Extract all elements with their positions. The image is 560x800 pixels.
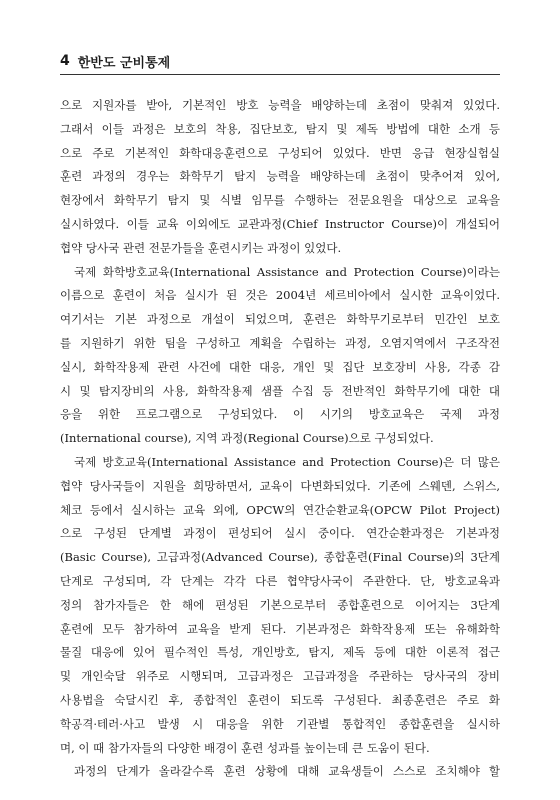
text-line: 실시, 화학작용제 관련 사건에 대한 대응, 개인 및 집단 보호장비 사용, 각종 감 (60, 359, 500, 374)
text-line: 며, 이 때 참가자들의 다양한 배경이 훈련 성과를 높이는데 큰 도움이 된다. (60, 740, 430, 755)
text-line: (International course), 지역 과정(Regional Course)으로 구성되었다. (60, 431, 434, 446)
text-line: 훈련 과정의 경우는 화학무기 탐지 능력을 배양하는데 초점이 맞추어져 있어, (60, 169, 500, 184)
text-line: 국제 방호교육(International Assistance and Protection Course)은 더 많은 (74, 454, 500, 469)
text-line: 시 및 탐지장비의 사용, 화학작용제 샘플 수집 등 전반적인 화학무기에 대한 대 (60, 383, 500, 398)
text-line: 물질 대응에 있어 필수적인 특성, 개인방호, 탐지, 제독 등에 대한 이론적 접근 (60, 645, 500, 660)
text-line: 여기서는 기본 과정으로 개설이 되었으며, 훈련은 화학무기로부터 민간인 보호 (60, 312, 500, 327)
text-line: 그래서 이들 과정은 보호의 착용, 집단보호, 탐지 및 제독 방법에 대한 소개 등 (60, 121, 500, 136)
text-line: 단계로 구성되며, 각 단계는 각각 다른 협약당사국이 주관한다. 단, 방호교육과 (60, 573, 500, 588)
text-line: 학공격·테러·사고 발생 시 대응을 위한 기관별 통합적인 종합훈련을 실시하 (60, 716, 500, 731)
page-number: 4 (60, 53, 70, 69)
page-header (60, 50, 500, 72)
text-line: 및 개인숙달 위주로 시행되며, 고급과정은 고급과정을 주관하는 당사국의 장비 (60, 669, 500, 684)
text-line: 으로 지원자를 받아, 기본적인 방호 능력을 배양하는데 초점이 맞춰져 있었다. (60, 98, 500, 112)
header-rule (60, 74, 500, 75)
text-line: 사용법을 숙달시킨 후, 종합적인 훈련이 되도록 구성된다. 최종훈련은 주로 화 (60, 692, 500, 707)
text-line: 현장에서 화학무기 탐지 및 식별 임무를 수행하는 전문요원을 대상으로 교육을 (60, 193, 500, 208)
text-line: 으로 구성된 단계별 과정이 편성되어 실시 중이다. 연간순환과정은 기본과정 (60, 526, 500, 541)
running-title: 한반도 군비통제 (77, 55, 171, 71)
text-line: (Basic Course), 고급과정(Advanced Course), 종합훈련(Final Course)의 3단계 (60, 550, 500, 565)
text-line: 협약 당사국 관련 전문가들을 훈련시키는 과정이 있었다. (60, 240, 342, 255)
text-line: 훈련에 모두 참가하여 교육을 받게 된다. 기본과정은 화학작용제 또는 유해화학 (60, 621, 500, 636)
text-line: 과정의 단계가 올라갈수록 훈련 상황에 대해 교육생들이 스스로 조치해야 할 (74, 764, 500, 779)
text-line: 협약 당사국들이 지원을 희망하면서, 교육이 다변화되었다. 기존에 스웨덴, 스위스, (60, 478, 500, 493)
text-line: 실시하였다. 이들 교육 이외에도 교관과정(Chief Instructor Course)이 개설되어 (60, 216, 500, 231)
text-line: 이름으로 훈련이 처음 실시가 된 것은 2004년 세르비아에서 실시한 교육이었다. (60, 288, 500, 303)
text-line: 를 지원하기 위한 팀을 구성하고 계획을 수립하는 과정, 오염지역에서 구조작전 (60, 335, 500, 350)
body-text (60, 94, 500, 784)
text-line: 응을 위한 프로그램으로 구성되었다. 이 시기의 방호교육은 국제 과정 (60, 407, 500, 422)
text-line: 체코 등에서 실시하는 교육 외에, OPCW의 연간순환교육(OPCW Pilot Project) (60, 502, 500, 517)
text-line: 으로 주로 기본적인 화학대응훈련으로 구성되어 있었다. 반면 응급 현장실험실 (60, 145, 500, 160)
text-line: 정의 참가자들은 한 해에 편성된 기본으로부터 종합훈련으로 이어지는 3단계 (60, 597, 500, 612)
text-line: 국제 화학방호교육(International Assistance and Protection Course)이라는 (74, 264, 500, 279)
